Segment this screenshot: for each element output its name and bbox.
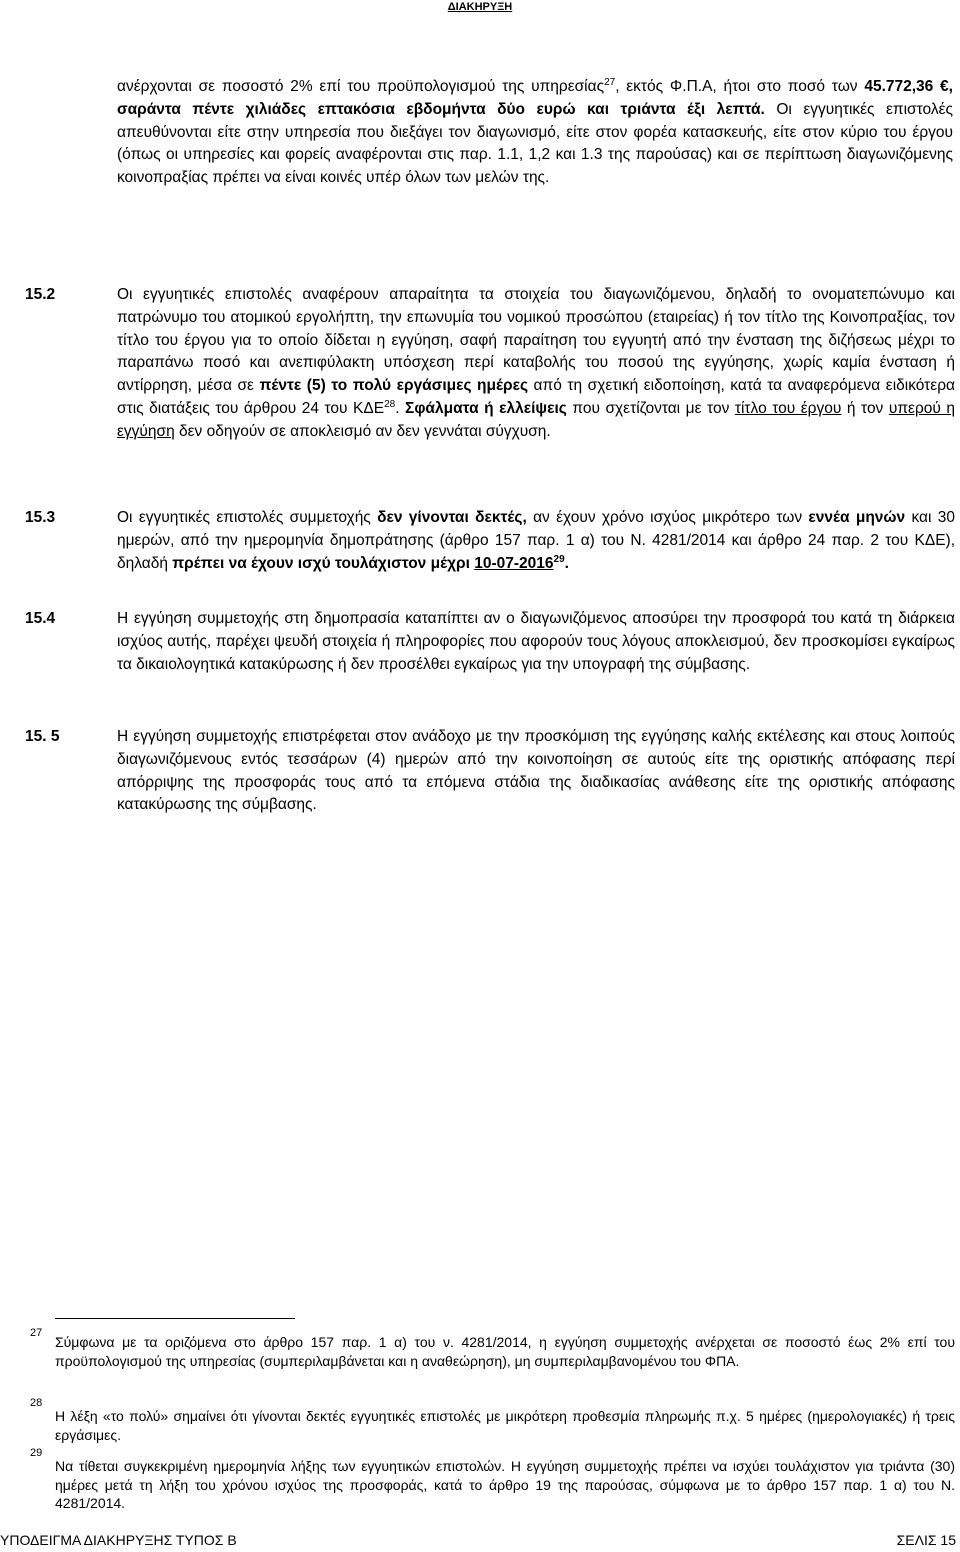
- footer-document-title: ΥΠΟΔΕΙΓΜΑ ΔΙΑΚΗΡΥΞΗΣ ΤΥΠΟΣ Β: [0, 1532, 237, 1548]
- intro-text-2: , εκτός Φ.Π.Α, ήτοι στο ποσό των: [615, 78, 865, 95]
- s152-text-4: που σχετίζονται με τον: [566, 399, 735, 417]
- s153-date: 10-07-2016: [474, 554, 554, 572]
- footnote-mark-27: 27: [30, 1327, 43, 1339]
- s152-text-2: από τη σχετική ειδοποίηση, κατά τα αναφερόμενα ειδικότερα στις διατάξεις του άρθρου 24 του ΚΔΕ: [117, 377, 955, 417]
- footnote-29-text: Να τίθεται συγκεκριμένη ημερομηνία λήξης των εγγυητικών επιστολών. Η εγγύηση συμμετοχής πρέπει να ισχύει τουλάχιστον για τριάντα (30) ημέρες μετά τη λήξη του χρόνου ισχύος της προσφοράς, κατά το άρθρο 19 της παρούσας, σύμφωνα με το άρθρο 157 παρ. 1 α) του Ν. 4281/2014.: [55, 1458, 955, 1511]
- intro-text-3: Οι εγγυητικές επιστολές απευθύνονται είτε στην υπηρεσία που διεξάγει τον διαγωνισμό, είτε στον φορέα κατασκευής, είτε στον κύριο του έργου (όπως οι υπηρεσίες και φορείς αναφέρονται στις παρ. 1.1, 1,2 και 1.3 της παρούσας) και σε περίπτωση διαγωνιζόμενης κοινοπραξίας πρέπει να είναι κοινές υπέρ όλων των μελών της.: [117, 100, 953, 187]
- s153-bold-4: .: [564, 554, 569, 572]
- footnote-separator: [55, 1318, 295, 1319]
- s153-bold-3: πρέπει να έχουν ισχύ τουλάχιστον μέχρι: [172, 554, 475, 572]
- s152-underline-1: τίτλο του έργου: [734, 399, 842, 417]
- intro-text-1: ανέρχονται σε ποσοστό 2% επί του προϋπολογισμού της υπηρεσίας: [117, 78, 605, 95]
- s153-text-3: και 30 ημερών, από την ημερομηνία δημοπράτησης (άρθρο 157 παρ. 1 α) του Ν. 4281/2014 και άρθρο 24 παρ. 2 του ΚΔΕ), δηλαδή: [117, 509, 956, 572]
- section-number-15-4: 15.4: [25, 610, 56, 627]
- s152-underline-2: υπερού η εγγύηση: [117, 399, 956, 440]
- footnote-28-text: Η λέξη «το πολύ» σημαίνει ότι γίνονται δεκτές εγγυητικές επιστολές με μικρότερη προθεσμία πληρωμής π.χ. 5 ημέρες (ημερολογιακές) ή τρεις εργάσιμες.: [55, 1408, 955, 1443]
- document-header-title: ΔΙΑΚΗΡΥΞΗ: [447, 1, 513, 13]
- intro-amount: 45.772,36 €, σαράντα πέντε χιλιάδες επτακόσια εβδομήντα δύο ευρώ και τριάντα έξι λεπτά.: [117, 78, 953, 118]
- s153-text-1: Οι εγγυητικές επιστολές συμμετοχής: [117, 509, 378, 526]
- section-number-15-2: 15.2: [25, 286, 56, 303]
- section-15-5-paragraph: Η εγγύηση συμμετοχής επιστρέφεται στον ανάδοχο με την προσκόμιση της εγγύησης καλής εκτέλεσης και στους λοιπούς διαγωνιζόμενους εντός τεσσάρων (4) ημερών από την κοινοποίηση σε αυτούς είτε της οριστικής απόφασης περί απόρριψης της προσφοράς τους από τα επόμενα στάδια της διαδικασίας ανάθεσης είτε της οριστικής απόφασης κατακύρωσης της σύμβασης.: [117, 728, 955, 814]
- footnote-mark-29: 29: [30, 1447, 43, 1459]
- s153-bold-2: εννέα μηνών: [808, 509, 906, 526]
- footnote-27-text: Σύμφωνα με τα οριζόμενα στο άρθρο 157 παρ. 1 α) του ν. 4281/2014, η εγγύηση συμμετοχής ανέρχεται σε ποσοστό έως 2% επί του προϋπολογισμού της υπηρεσίας (συμπεριλαμβάνεται και η αναθεώρηση), μη συμπεριλαμβανομένου του ΦΠΑ.: [55, 1334, 955, 1369]
- section-15-3-paragraph: [117, 507, 955, 575]
- footnote-ref-29: 29: [553, 553, 565, 565]
- section-15-2-paragraph: [117, 284, 955, 444]
- s153-text-2: αν έχουν χρόνο ισχύος μικρότερο των: [526, 509, 809, 526]
- footnote-mark-28: 28: [30, 1397, 43, 1409]
- footnote-ref-27: 27: [604, 77, 616, 88]
- section-number-15-3: 15.3: [25, 509, 56, 526]
- s152-text-6: δεν οδηγούν σε αποκλεισμό αν δεν γεννάται σύγχυση.: [174, 422, 551, 440]
- footnote-ref-28: 28: [384, 398, 396, 410]
- s152-bold-1: πέντε (5) το πολύ εργάσιμες ημέρες: [259, 377, 529, 395]
- intro-paragraph: [117, 76, 953, 190]
- s153-bold-1: δεν γίνονται δεκτές,: [377, 509, 527, 526]
- s152-text-1: Οι εγγυητικές επιστολές αναφέρουν απαραίτητα τα στοιχεία του διαγωνιζόμενου, δηλαδή το ονοματεπώνυμο και πατρώνυμο του ατομικού εργολήπτη, την επωνυμία του νομικού προσώπου (εταιρείας) ή τον τίτλο της Κοινοπραξίας, τον τίτλο του έργου για το οποίο δίδεται η εγγύηση, σαφή παραίτηση του εγγυητή από την ένσταση της διζήσεως μέχρι το παραπάνω ποσό και ανεπιφύλακτη υπόσχεση περί καταβολής του ποσού της εγγύησης, χωρίς καμία ένσταση ή αντίρρηση, μέσα σε: [117, 286, 955, 395]
- section-number-15-5: 15. 5: [25, 728, 60, 745]
- s152-text-3: .: [395, 399, 406, 417]
- s152-text-5: ή τον: [841, 399, 889, 417]
- footer-page-number: ΣΕΛΙΣ 15: [896, 1532, 956, 1548]
- s152-bold-2: Σφάλματα ή ελλείψεις: [405, 399, 567, 417]
- section-15-4-paragraph: Η εγγύηση συμμετοχής στη δημοπρασία καταπίπτει αν ο διαγωνιζόμενος αποσύρει την προσφορά του κατά τη διάρκεια ισχύος αυτής, παρέχει ψευδή στοιχεία ή πληροφορίες που αφορούν τους λόγους αποκλεισμού, δεν προσκομίσει εγκαίρως τα δικαιολογητικά κατακύρωσης ή δεν προσέλθει εγκαίρως για την υπογραφή της σύμβασης.: [117, 610, 955, 673]
